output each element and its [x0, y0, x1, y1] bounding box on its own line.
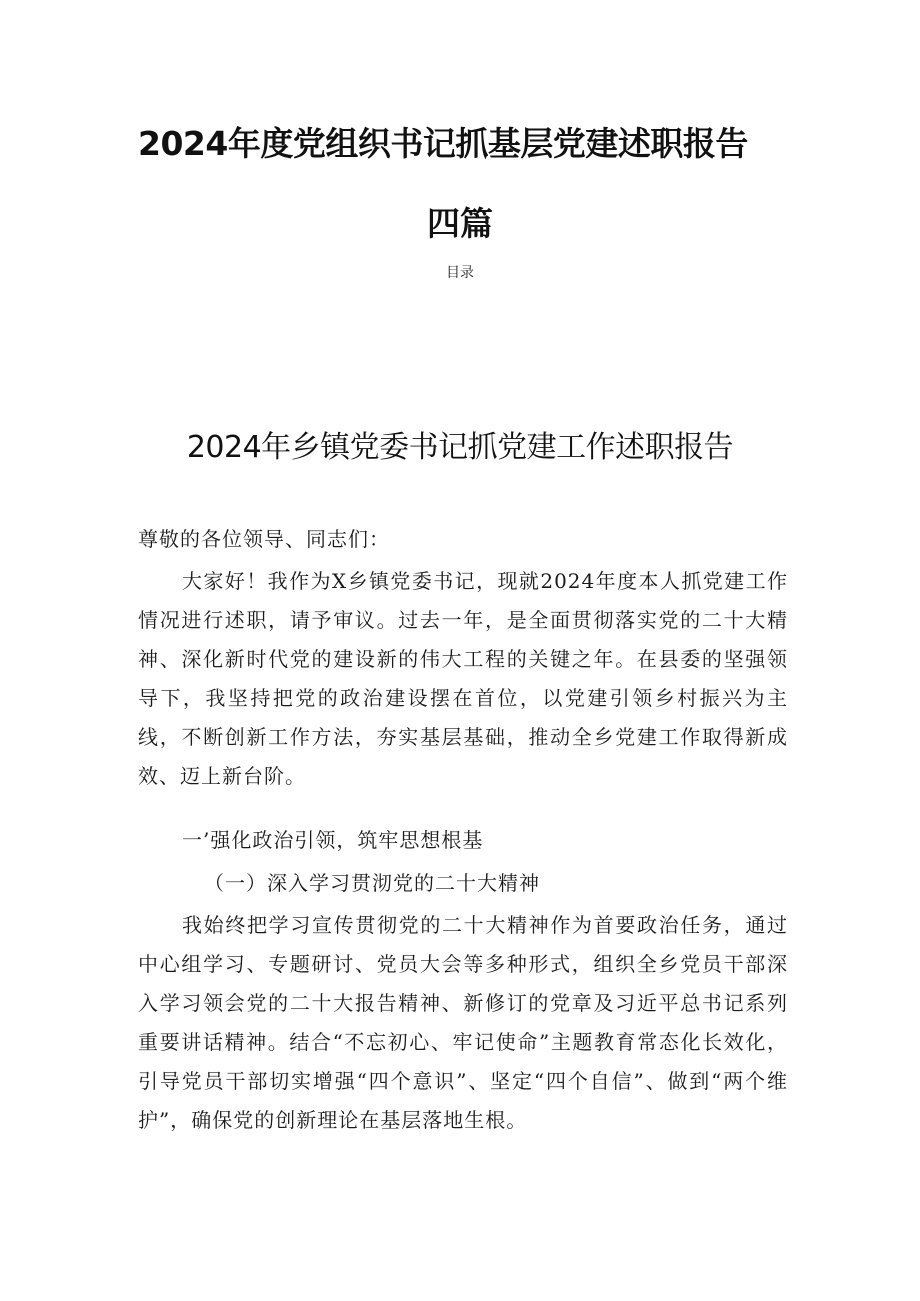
section-heading-level2: （一）深入学习贯沏党的二十大精神: [204, 871, 540, 895]
table-of-contents-label: 目录: [446, 265, 474, 281]
body-paragraph: 我始终把学习宣传贯彻党的二十大精神作为首要政治任务，通过中心组学习、专题研讨、党员大会等多种形式，组织全乡党员干部深入学习领会党的二十大报告精神、新修订的党章及习近平总书记系列重要讲话精神。结合“不忘初心、牢记使命”主题教育常态化长效化，引导党员干部切实增强“四个意识”、坚定“四个自信”、做到“两个维护”，确保党的创新理论在基层落地生根。: [138, 913, 788, 1132]
salutation: 尊敬的各位领导、同志们：: [138, 527, 390, 551]
section-heading-level1: 一’强化政治引领，筑牢思想根基: [182, 828, 484, 852]
section-title: 2024年乡镇党委书记抓党建工作述职报告: [186, 430, 734, 465]
document-title: 2024年度党组织书记抓基层党建述职报告: [138, 124, 748, 163]
body-paragraph: 大家好！我作为X乡镇党委书记，现就2024年度本人抓党建工作情况进行述职，请予审议。过去一年，是全面贯彻落实党的二十大精神、深化新时代党的建设新的伟大工程的关键之年。在县委的坚强领导下，我坚持把党的政治建设摆在首位，以党建引领乡村振兴为主线，不断创新工作方法，夯实基层基础，推动全乡党建工作取得新成效、迈上新台阶。: [138, 569, 788, 788]
document-title-continuation: 四篇: [427, 204, 493, 243]
